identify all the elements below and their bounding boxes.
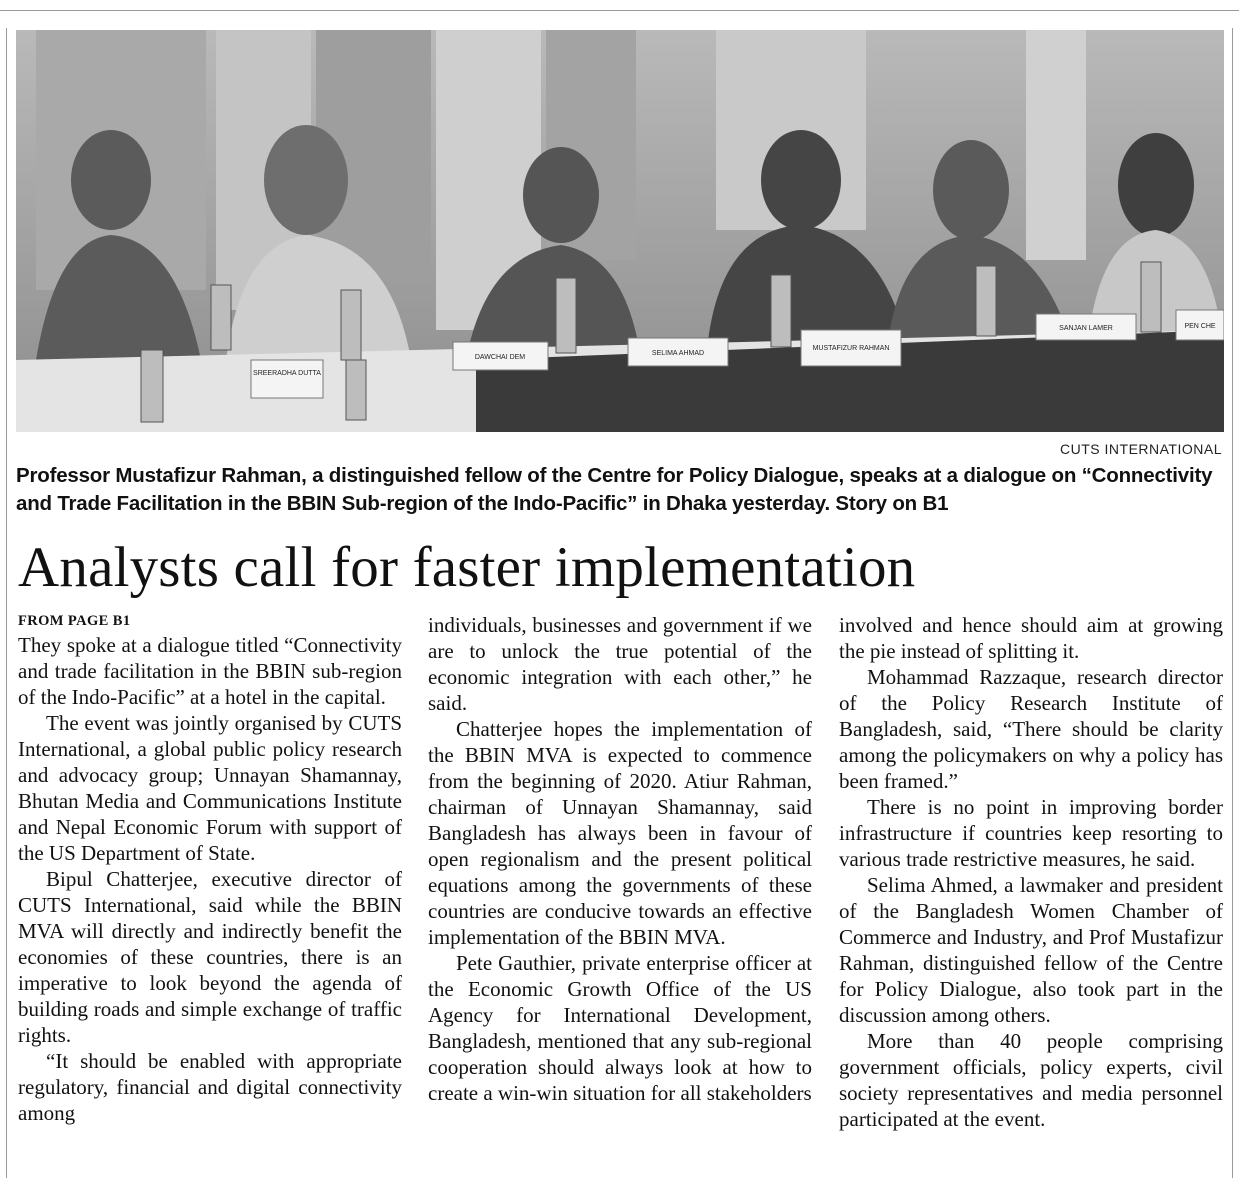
name-card-3: SELIMA AHMAD bbox=[651, 350, 705, 357]
paragraph: They spoke at a dialogue titled “Connectivity and trade facilitation in the BBIN sub-region of the Indo-Pacific” at a hotel in the capital. bbox=[18, 633, 402, 709]
left-column-rule bbox=[6, 28, 7, 1178]
news-photo bbox=[16, 30, 1224, 432]
photo-caption: Professor Mustafizur Rahman, a distinguished fellow of the Centre for Policy Dialogue, speaks at a dialogue on “Connectivity and Trade Facilitation in the BBIN Sub-region of the Indo-Pacific” in Dhaka yesterday. Story on B1 bbox=[16, 464, 1213, 515]
paragraph: “It should be enabled with appropriate regulatory, financial and digital connectivity among bbox=[18, 1049, 402, 1125]
article-column-1 bbox=[18, 612, 402, 1126]
name-card-1: SREERADHA DUTTA bbox=[253, 370, 321, 377]
article-column-3 bbox=[839, 612, 1223, 1132]
paragraph: Selima Ahmed, a lawmaker and president of the Bangladesh Women Chamber of Commerce and Industry, and Prof Mustafizur Rahman, distinguished fellow of the Centre for Policy Dialogue, also took part in the discussion among others. bbox=[839, 873, 1223, 1027]
paragraph: Pete Gauthier, private enterprise officer at the Economic Growth Office of the US Agency for International Development, Bangladesh, mentioned that any sub-regional cooperation should always look at how to create a win-win situation for all stakeholders bbox=[428, 951, 812, 1105]
top-rule bbox=[0, 10, 1239, 11]
name-card-5: SANJAN LAMER bbox=[1059, 325, 1113, 332]
headline: Analysts call for faster implementation bbox=[18, 536, 916, 599]
name-card-6: PEN CHE bbox=[1184, 323, 1216, 330]
paragraph: The event was jointly organised by CUTS International, a global public policy research and advocacy group; Unnayan Shamannay, Bhutan Media and Communications Institute and Nepal Economic Forum with support of the US Department of State. bbox=[18, 711, 402, 865]
photo-credit: CUTS INTERNATIONAL bbox=[1060, 441, 1222, 457]
paragraph: Bipul Chatterjee, executive director of CUTS International, said while the BBIN MVA will directly and indirectly benefit the economies of these countries, there is an imperative to look beyond the agenda of building roads and simple exchange of traffic rights. bbox=[18, 867, 402, 1047]
name-card-2: DAWCHAI DEM bbox=[474, 354, 526, 361]
paragraph: There is no point in improving border infrastructure if countries keep resorting to various trade restrictive measures, he said. bbox=[839, 795, 1223, 871]
right-column-rule bbox=[1232, 28, 1233, 1178]
paragraph: Mohammad Razzaque, research director of the Policy Research Institute of Bangladesh, said, “There should be clarity among the policymakers on why a policy has been framed.” bbox=[839, 665, 1223, 793]
paragraph: More than 40 people comprising government officials, policy experts, civil society representatives and media personnel participated at the event. bbox=[839, 1029, 1223, 1131]
paragraph: individuals, businesses and government if we are to unlock the true potential of the economic integration with each other,” he said. bbox=[428, 613, 812, 715]
name-card-4: MUSTAFIZUR RAHMAN bbox=[812, 345, 890, 352]
article-column-2 bbox=[428, 612, 812, 1106]
kicker: FROM PAGE B1 bbox=[18, 613, 131, 629]
paragraph: Chatterjee hopes the implementation of the BBIN MVA is expected to commence from the beginning of 2020. Atiur Rahman, chairman of Unnayan Shamannay, said Bangladesh has always been in favour of open regionalism and the present political equations among the governments of these countries are conducive towards an effective implementation of the BBIN MVA. bbox=[428, 717, 812, 949]
paragraph: involved and hence should aim at growing the pie instead of splitting it. bbox=[839, 613, 1223, 663]
